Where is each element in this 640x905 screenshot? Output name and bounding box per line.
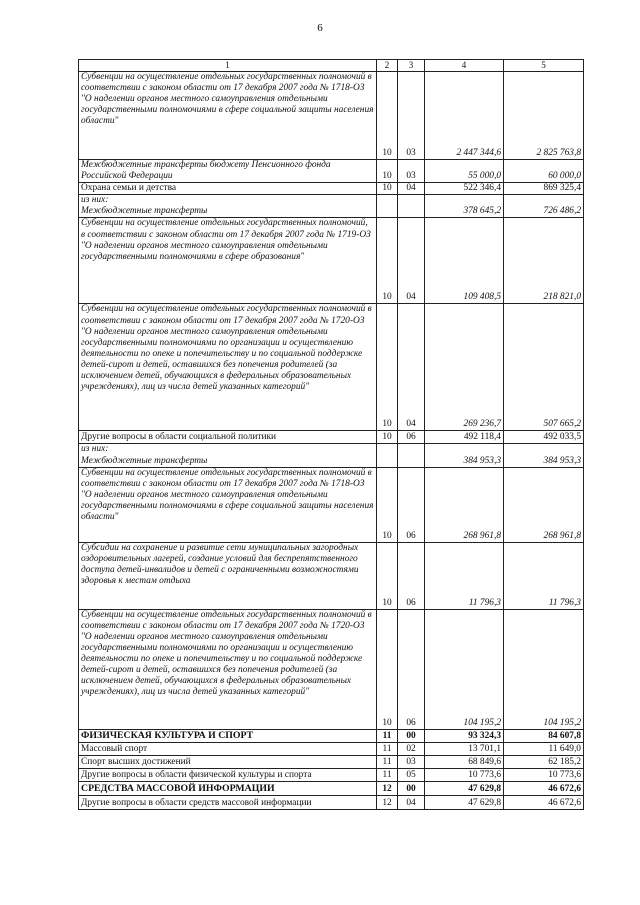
- row-value-year-1: 2 447 344,6: [425, 72, 504, 160]
- row-value-year-2: 62 185,2: [504, 755, 584, 768]
- row-value-year-2: 84 607,8: [504, 729, 584, 742]
- table-row: [79, 467, 584, 542]
- row-value-year-2: 507 665,2: [504, 304, 584, 431]
- row-section-code: 10: [377, 72, 398, 160]
- row-value-year-1: 10 773,6: [425, 768, 504, 781]
- table-row: [79, 218, 584, 304]
- row-value-year-2: 492 033,5: [504, 431, 584, 444]
- row-name: из них: Межбюджетные трансферты: [79, 195, 377, 218]
- row-subsection-code: 03: [398, 72, 425, 160]
- table-row: [79, 742, 584, 755]
- column-header: 1: [79, 60, 377, 72]
- row-section-code: 10: [377, 542, 398, 609]
- table-header-row: [79, 60, 584, 72]
- table-row: [79, 755, 584, 768]
- row-value-year-1: 68 849,6: [425, 755, 504, 768]
- row-section-code: 10: [377, 431, 398, 444]
- table-row: [79, 542, 584, 609]
- column-header: 4: [425, 60, 504, 72]
- table-row: [79, 795, 584, 809]
- row-subsection-code: 06: [398, 431, 425, 444]
- table-row: [79, 444, 584, 467]
- row-section-code: 12: [377, 781, 398, 795]
- row-subsection-code: 05: [398, 768, 425, 781]
- row-subsection-code: 06: [398, 467, 425, 542]
- row-value-year-2: 60 000,0: [504, 160, 584, 183]
- row-name: СРЕДСТВА МАССОВОЙ ИНФОРМАЦИИ: [79, 781, 377, 795]
- row-value-year-2: 104 195,2: [504, 609, 584, 729]
- page-number: 6: [317, 22, 323, 34]
- row-value-year-2: 268 961,8: [504, 467, 584, 542]
- row-name: Другие вопросы в области средств массовой информации: [79, 795, 377, 809]
- column-header: 2: [377, 60, 398, 72]
- table-row: [79, 183, 584, 195]
- row-value-year-1: 47 629,8: [425, 781, 504, 795]
- row-subsection-code: 04: [398, 304, 425, 431]
- row-value-year-2: 2 825 763,8: [504, 72, 584, 160]
- row-value-year-2: 46 672,6: [504, 795, 584, 809]
- row-subsection-code: [398, 444, 425, 467]
- row-subsection-code: 02: [398, 742, 425, 755]
- row-name: Субсидии на сохранение и развитие сети муниципальных загородных оздоровительных лагерей, создание условий для беспрепятственного доступа детей-инвалидов и детей с ограниченными возможностями здоровья к местам отдыха: [79, 542, 377, 609]
- row-name: Массовый спорт: [79, 742, 377, 755]
- row-name: Субвенции на осуществление отдельных государственных полномочий в соответствии с законом области от 17 декабря 2007 года № 1720-ОЗ "О наделении органов местного самоуправления отдельными государственными полномочиями по организации и осуществлению деятельности по опеке и попечительству и по социальной поддержке детей-сирот и детей, оставшихся без попечения родителей (за исключением детей, обучающихся в федеральных образовательных учреждениях), лиц из числа детей указанных категорий": [79, 304, 377, 431]
- row-section-code: 11: [377, 768, 398, 781]
- row-section-code: 11: [377, 742, 398, 755]
- row-name: Субвенции на осуществление отдельных государственных полномочий в соответствии с законом области от 17 декабря 2007 года № 1720-ОЗ "О наделении органов местного самоуправления отдельными государственными полномочиями по организации и осуществлению деятельности по опеке и попечительству и по социальной поддержке детей-сирот и детей, оставшихся без попечения родителей (за исключением детей, обучающихся в федеральных образовательных учреждениях), лиц из числа детей указанных категорий": [79, 609, 377, 729]
- table-row: [79, 768, 584, 781]
- table-row: [79, 609, 584, 729]
- table-row: [79, 195, 584, 218]
- row-value-year-1: 109 408,5: [425, 218, 504, 304]
- row-subsection-code: 00: [398, 781, 425, 795]
- row-subsection-code: 03: [398, 160, 425, 183]
- row-name: ФИЗИЧЕСКАЯ КУЛЬТУРА И СПОРТ: [79, 729, 377, 742]
- column-header: 5: [504, 60, 584, 72]
- row-value-year-2: 384 953,3: [504, 444, 584, 467]
- column-header: 3: [398, 60, 425, 72]
- row-name: Спорт высших достижений: [79, 755, 377, 768]
- row-value-year-1: 522 346,4: [425, 183, 504, 195]
- budget-table-body: [79, 60, 584, 810]
- row-value-year-1: 269 236,7: [425, 304, 504, 431]
- row-section-code: 11: [377, 755, 398, 768]
- table-row: [79, 781, 584, 795]
- row-value-year-1: 55 000,0: [425, 160, 504, 183]
- row-section-code: 12: [377, 795, 398, 809]
- table-row: [79, 304, 584, 431]
- table-row: [79, 729, 584, 742]
- row-value-year-2: 11 796,3: [504, 542, 584, 609]
- row-section-code: [377, 444, 398, 467]
- row-section-code: 10: [377, 218, 398, 304]
- table-row: [79, 431, 584, 444]
- row-subsection-code: 06: [398, 609, 425, 729]
- row-value-year-2: 726 486,2: [504, 195, 584, 218]
- row-value-year-2: 10 773,6: [504, 768, 584, 781]
- row-value-year-1: 11 796,3: [425, 542, 504, 609]
- row-value-year-2: 218 821,0: [504, 218, 584, 304]
- budget-table: [78, 59, 584, 810]
- row-value-year-1: 492 118,4: [425, 431, 504, 444]
- row-value-year-2: 869 325,4: [504, 183, 584, 195]
- row-name: Другие вопросы в области физической культуры и спорта: [79, 768, 377, 781]
- row-value-year-1: 104 195,2: [425, 609, 504, 729]
- row-value-year-1: 47 629,8: [425, 795, 504, 809]
- row-section-code: 10: [377, 183, 398, 195]
- row-section-code: 10: [377, 467, 398, 542]
- row-name: из них: Межбюджетные трансферты: [79, 444, 377, 467]
- row-subsection-code: 04: [398, 183, 425, 195]
- row-name: Субвенции на осуществление отдельных государственных полномочий в соответствии с законом области от 17 декабря 2007 года № 1718-ОЗ "О наделении органов местного самоуправления отдельными государственными полномочиями в сфере социальной защиты населения области": [79, 467, 377, 542]
- row-value-year-1: 93 324,3: [425, 729, 504, 742]
- table-row: [79, 160, 584, 183]
- row-subsection-code: 04: [398, 218, 425, 304]
- row-name: Охрана семьи и детства: [79, 183, 377, 195]
- row-name: Другие вопросы в области социальной политики: [79, 431, 377, 444]
- row-value-year-2: 46 672,6: [504, 781, 584, 795]
- row-name: Межбюджетные трансферты бюджету Пенсионного фонда Российской Федерации: [79, 160, 377, 183]
- row-section-code: 10: [377, 609, 398, 729]
- row-subsection-code: 00: [398, 729, 425, 742]
- row-section-code: 10: [377, 304, 398, 431]
- row-name: Субвенции на осуществление отдельных государственных полномочий в соответствии с законом области от 17 декабря 2007 года № 1718-ОЗ "О наделении органов местного самоуправления отдельными государственными полномочиями в сфере социальной защиты населения области": [79, 72, 377, 160]
- row-section-code: 10: [377, 160, 398, 183]
- row-section-code: [377, 195, 398, 218]
- row-subsection-code: 04: [398, 795, 425, 809]
- row-section-code: 11: [377, 729, 398, 742]
- row-name: Субвенции на осуществление отдельных государственных полномочий, в соответствии с законом области от 17 декабря 2007 года № 1719-ОЗ "О наделении органов местного самоуправления отдельными государственными полномочиями в сфере образования": [79, 218, 377, 304]
- table-row: [79, 72, 584, 160]
- row-subsection-code: 06: [398, 542, 425, 609]
- row-value-year-1: 13 701,1: [425, 742, 504, 755]
- row-value-year-1: 384 953,3: [425, 444, 504, 467]
- row-subsection-code: 03: [398, 755, 425, 768]
- row-value-year-1: 378 645,2: [425, 195, 504, 218]
- row-value-year-1: 268 961,8: [425, 467, 504, 542]
- row-value-year-2: 11 649,0: [504, 742, 584, 755]
- row-subsection-code: [398, 195, 425, 218]
